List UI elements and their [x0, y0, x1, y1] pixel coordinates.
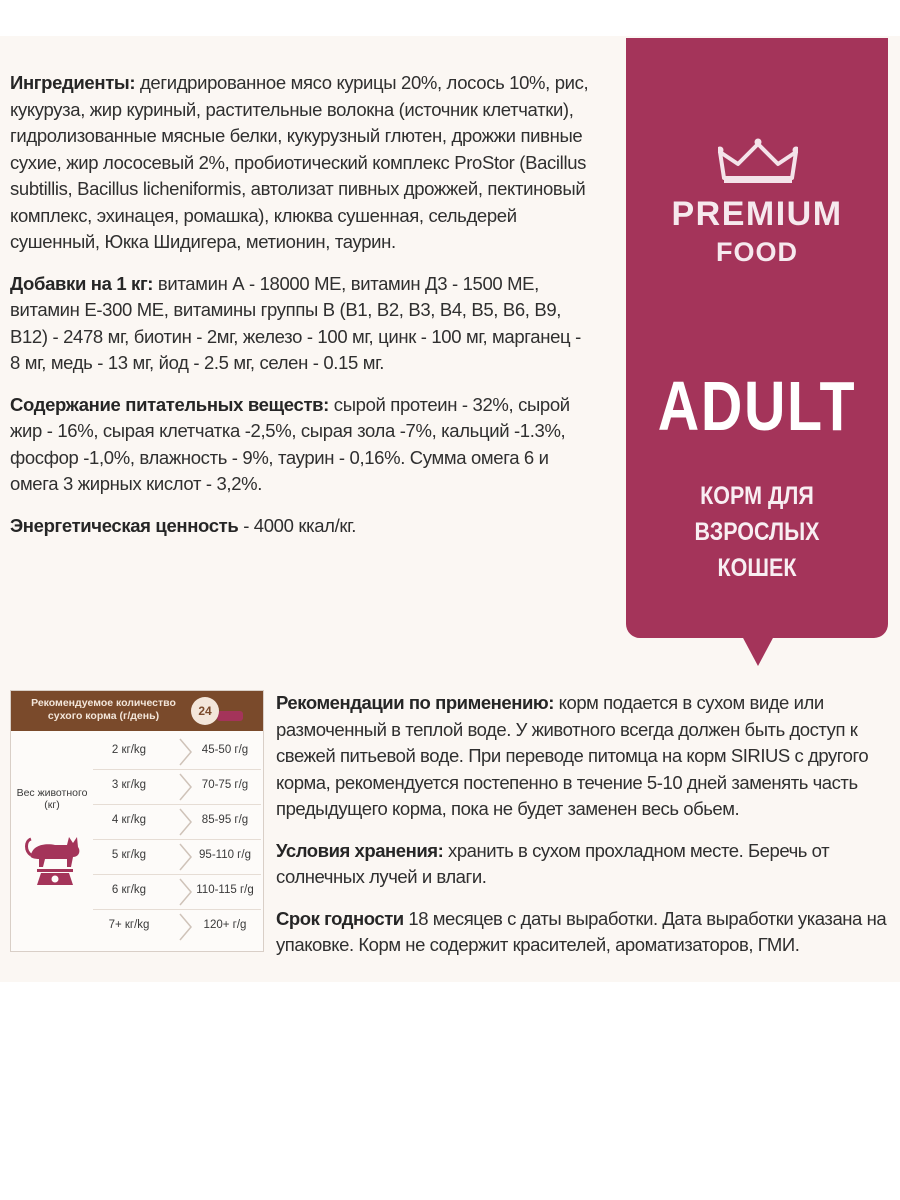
weight-cell: 6 кг/kg [111, 884, 147, 896]
weight-cell: 5 кг/kg [111, 849, 147, 861]
grams-cell: 70-75 г/g [201, 779, 249, 791]
weight-cell: 2 кг/kg [111, 744, 147, 756]
composition-column [10, 70, 595, 554]
grams-cell: 45-50 г/g [201, 744, 249, 756]
premium-text: PREMIUM [671, 195, 843, 233]
weight-label: Вес животного (кг) [16, 787, 88, 811]
dosage-table-header [11, 691, 263, 731]
adult-title: ADULT [657, 367, 857, 445]
dosage-table-title: Рекомендуемое количество сухого корма (г/день) [31, 697, 176, 722]
hours-badge: 24 [191, 697, 219, 725]
additives-paragraph [10, 271, 595, 377]
energy-label: Энергетическая ценность [10, 514, 239, 536]
bowl-icon [217, 711, 243, 721]
grams-cell: 110-115 г/g [196, 884, 254, 896]
additives-text: витамин А - 18000 МЕ, витамин Д3 - 1500 МЕ, витамин Е-300 МЕ, витамины группы В (В1, В2, В3, В4, В5, В6, В9, В12) - 2478 мг, биотин - 2мг, железо - 100 мг, цинк - 100 мг, марганец - 8 мг, медь - 13 мг, йод - 2.5 мг, селен - 0.15 мг. [10, 272, 581, 373]
table-row [93, 735, 261, 770]
dosage-rows [93, 735, 261, 944]
nutrients-text: сырой протеин - 32%, сырой жир - 16%, сырая клетчатка -2,5%, сырая зола -7%, кальций -1.3%, фосфор -1,0%, влажность - 9%, таурин - 0,16%. Сумма омега 6 и омега 3 жирных кислот - 3,2%. [10, 393, 570, 494]
energy-paragraph [10, 513, 595, 540]
weight-cell: 3 кг/kg [111, 779, 147, 791]
ingredients-paragraph [10, 70, 595, 256]
additives-label: Добавки на 1 кг: [10, 272, 154, 294]
shelf-life-label: Срок годности [276, 907, 404, 929]
usage-text: корм подается в сухом виде или размоченный в теплой воде. У животного всегда должен быть доступ к свежей питьевой воде. При переводе питомца на корм SIRIUS с другого корма, рекомендуется постепенно в течение 5-10 дней заменять часть предыдущего корма, пока не будет заменен весь обьем. [276, 692, 869, 819]
energy-text: - 4000 ккал/кг. [238, 514, 357, 536]
subtitle-line: ВЗРОСЛЫХ [694, 518, 820, 546]
weight-cell: 7+ кг/kg [108, 919, 150, 931]
grams-cell: 120+ г/g [203, 919, 247, 931]
table-row [93, 770, 261, 805]
storage-paragraph [276, 838, 888, 891]
nutrients-label: Содержание питательных веществ: [10, 393, 329, 415]
table-row [93, 805, 261, 840]
shelf-life-text: 18 месяцев с даты выработки. Дата выработки указана на упаковке. Корм не содержит красителей, ароматизаторов, ГМИ. [276, 907, 887, 955]
table-row [93, 875, 261, 910]
ingredients-label: Ингредиенты: [10, 72, 136, 93]
cat-on-scale-icon [23, 827, 85, 887]
nutrients-paragraph [10, 392, 595, 498]
banner-notch [742, 636, 774, 666]
grams-cell: 95-110 г/g [199, 849, 251, 861]
dosage-table [10, 690, 264, 952]
ingredients-text: дегидрированное мясо курицы 20%, лосось 10%, рис, кукуруза, жир куриный, растительные волокна (источник клетчатки), гидролизованные мясные белки, кукурузный глютен, дрожжи пивные сухие, жир лососевый 2%, пробиотический комплекс ProStor (Bacillus subtillis, Bacillus licheniformis, автолизат пивных дрожжей, пектиновый комплекс, эхинацея, ромашка), клюква сушенная, сельдерей сушенный, Юкка Шидигера, метионин, таурин. [10, 72, 589, 252]
storage-text: хранить в сухом прохладном месте. Беречь от солнечных лучей и влаги. [276, 839, 830, 887]
food-text: FOOD [716, 237, 798, 267]
table-row [93, 840, 261, 875]
crown-icon [718, 138, 798, 184]
storage-label: Условия хранения: [276, 839, 444, 861]
usage-paragraph [276, 690, 888, 823]
grams-cell: 85-95 г/g [201, 814, 249, 826]
weight-cell: 4 кг/kg [111, 814, 147, 826]
usage-column [276, 690, 888, 974]
subtitle-line: КОШЕК [717, 554, 797, 582]
subtitle-line: КОРМ ДЛЯ [700, 482, 814, 510]
shelf-life-paragraph [276, 906, 888, 959]
banner-subtitle [644, 478, 869, 586]
table-row [93, 910, 261, 944]
usage-label: Рекомендации по применению: [276, 692, 554, 713]
